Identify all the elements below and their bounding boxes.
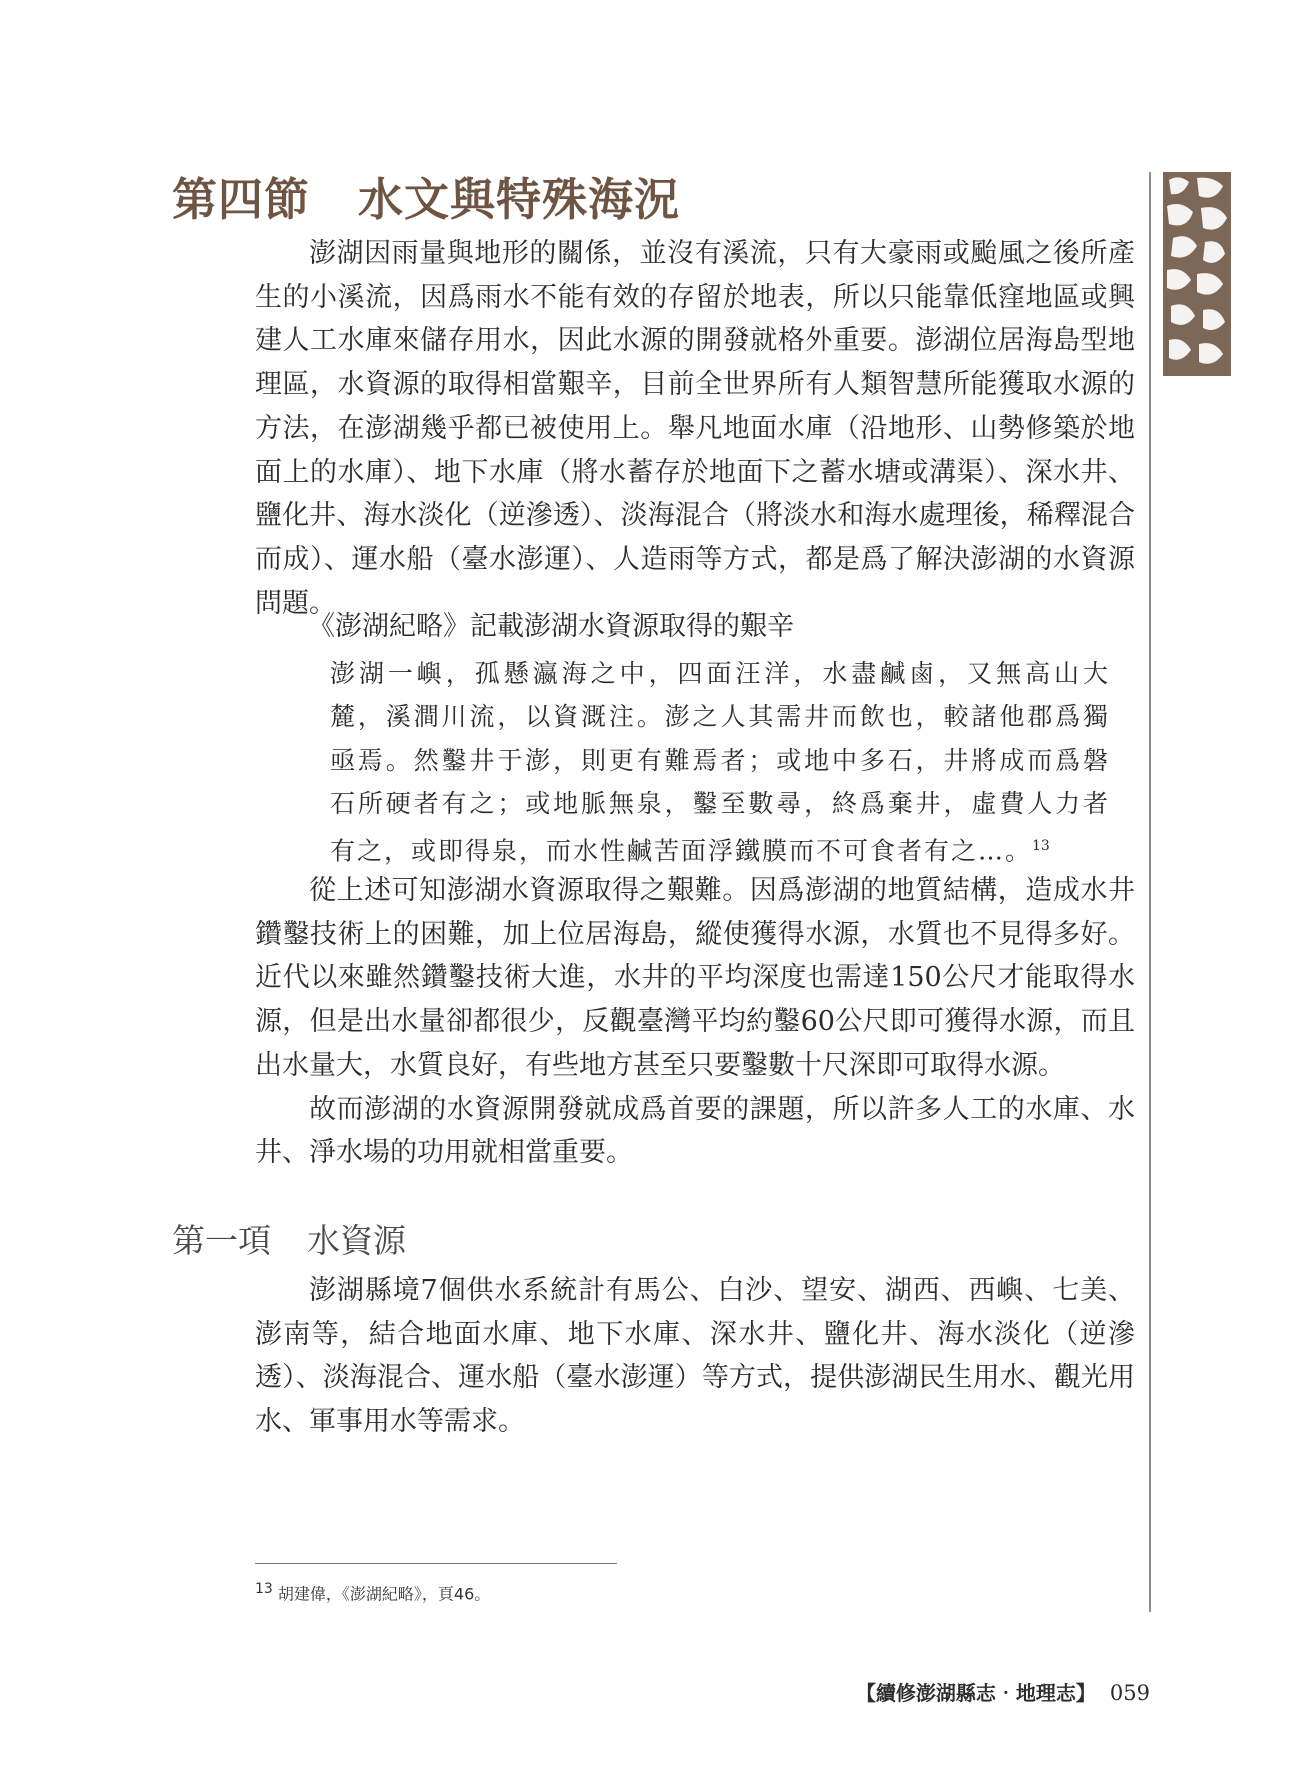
quote-intro: 《澎湖紀略》記載澎湖水資源取得的艱辛 — [308, 611, 794, 642]
footnote-separator — [255, 1563, 617, 1564]
paragraph-water-sources: 澎湖因雨量與地形的關係，並沒有溪流，只有大豪雨或颱風之後所產生的小溪流，因爲雨水不能有效的存留於地表，所以只能靠低窪地區或興建人工水庫來儲存用水，因此水源的開發就格外重要。澎湖位居海島型地理區，水資源的取得相當艱辛，目前全世界所有人類智慧所能獲取水源的方法，在澎湖幾乎都已被使用上。舉凡地面水庫（沿地形、山勢修築於地面上的水庫）、地下水庫（將水蓄存於地面下之蓄水塘或溝渠）、深水井、鹽化井、海水淡化（逆滲透）、淡海混合（將淡水和海水處理後，稀釋混合而成）、運水船（臺水澎運）、人造雨等方式，都是爲了解決澎湖的水資源問題。 — [255, 238, 1135, 619]
subsection-heading — [172, 1215, 406, 1262]
paragraph-difficulty: 從上述可知澎湖水資源取得之艱難。因爲澎湖的地質結構，造成水井鑽鑿技術上的困難，加上位居海島，縱使獲得水源，水質也不見得多好。近代以來雖然鑽鑿技術大進，水井的平均深度也需達150公尺才能取得水源，但是出水量卻都很少，反觀臺灣平均約鑿60公尺即可獲得水源，而且出水量大，水質良好，有些地方甚至只要鑿數十尺深即可取得水源。 — [255, 875, 1135, 1081]
subsection-title: 水資源 — [307, 1221, 406, 1260]
footnote-number: 13 — [255, 1581, 273, 1597]
section-number: 第四節 — [172, 173, 311, 226]
section-title: 水文與特殊海況 — [358, 173, 681, 226]
running-footer — [856, 1677, 1150, 1706]
footnote — [255, 1581, 490, 1604]
footnote-text: 胡建偉，《澎湖紀略》，頁46。 — [277, 1584, 491, 1604]
bottom-paragraphs — [255, 1269, 1135, 1444]
section-heading — [172, 163, 680, 228]
footnote-ref: 13 — [1032, 838, 1050, 855]
paragraph-importance: 故而澎湖的水資源開發就成爲首要的課題，所以許多人工的水庫、水井、淨水場的功用就相當重要。 — [255, 1093, 1135, 1169]
book-title: 【續修澎湖縣志‧地理志】 — [855, 1681, 1096, 1705]
quote-text: 澎湖一嶼，孤懸瀛海之中，四面汪洋，水盡鹹鹵，又無高山大麓，溪澗川流，以資溉注。澎之人其需井而飲也，較諸他郡爲獨亟焉。然鑿井于澎，則更有難焉者；或地中多石，井將成而爲磐石所硬者有之；或地脈無泉，鑿至數尋，終爲棄井，虛費人力者有之，或即得泉，而水性鹹苦面浮鐵膜而不可食者有之…。 — [330, 659, 1110, 866]
margin-rule — [1149, 172, 1151, 1612]
page-number: 059 — [1109, 1681, 1150, 1705]
intro-paragraphs — [255, 232, 1135, 625]
middle-paragraphs — [255, 869, 1135, 1175]
subsection-number: 第一項 — [172, 1221, 271, 1260]
paragraph-supply-systems: 澎湖縣境7個供水系統計有馬公、白沙、望安、湖西、西嶼、七美、澎南等，結合地面水庫、地下水庫、深水井、鹽化井、海水淡化（逆滲透）、淡海混合、運水船（臺水澎運）等方式，提供澎湖民生用水、觀光用水、軍事用水等需求。 — [255, 1275, 1135, 1438]
block-quote — [330, 652, 1110, 873]
stone-texture-decoration — [1163, 172, 1231, 376]
